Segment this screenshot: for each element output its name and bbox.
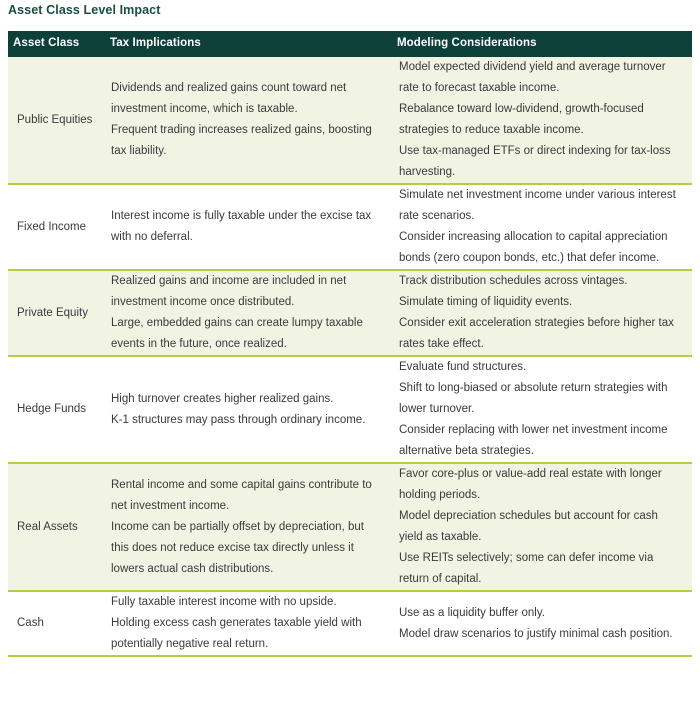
asset-class-label: Public Equities <box>17 113 93 126</box>
cell-asset-class <box>8 357 110 462</box>
table-row <box>8 464 692 592</box>
cell-modeling-considerations-content <box>399 57 684 183</box>
cell-modeling-considerations <box>397 271 692 355</box>
cell-tax-implications <box>110 464 397 590</box>
cell-tax-implications-content <box>111 475 383 580</box>
cell-modeling-considerations <box>397 57 692 183</box>
cell-tax-implications <box>110 592 397 655</box>
cell-modeling-considerations-line: Model draw scenarios to justify minimal cash position. <box>399 627 673 640</box>
cell-tax-implications <box>110 271 397 355</box>
table-header-row <box>8 31 692 57</box>
table-row <box>8 271 692 357</box>
cell-modeling-considerations-content <box>399 357 684 462</box>
column-header-modeling-considerations: Modeling Considerations <box>397 37 537 49</box>
cell-modeling-considerations-line: Use as a liquidity buffer only. <box>399 606 545 619</box>
cell-tax-implications-content <box>111 592 383 655</box>
cell-modeling-considerations-line: Use REITs selectively; some can defer income via return of capital. <box>399 552 654 585</box>
cell-tax-implications-line: Interest income is fully taxable under the excise tax with no deferral. <box>111 210 372 243</box>
cell-modeling-considerations-content <box>399 603 684 645</box>
cell-tax-implications-line: Holding excess cash generates taxable yield with potentially negative real return. <box>111 617 362 650</box>
cell-tax-implications <box>110 357 397 462</box>
cell-asset-class <box>8 271 110 355</box>
cell-modeling-considerations <box>397 185 692 269</box>
table-row <box>8 592 692 657</box>
cell-tax-implications-line: High turnover creates higher realized gains. <box>111 392 334 405</box>
cell-modeling-considerations-line: Consider increasing allocation to capital appreciation bonds (zero coupon bonds, etc.) that defer income. <box>399 231 668 264</box>
cell-modeling-considerations-line: Shift to long-biased or absolute return strategies with lower turnover. <box>399 382 668 415</box>
cell-modeling-considerations-line: Consider exit acceleration strategies before higher tax rates take effect. <box>399 317 674 350</box>
column-header-tax-implications: Tax Implications <box>110 37 201 49</box>
asset-class-label: Fixed Income <box>17 220 87 233</box>
asset-class-impact-table <box>8 31 692 657</box>
cell-tax-implications-line: Realized gains and income are included in net investment income once distributed. <box>111 275 347 308</box>
cell-modeling-considerations-line: Track distribution schedules across vintages. <box>399 275 628 287</box>
cell-modeling-considerations-line: Simulate net investment income under various interest rate scenarios. <box>399 189 676 222</box>
cell-tax-implications-line: Frequent trading increases realized gains, boosting tax liability. <box>111 124 372 157</box>
cell-tax-implications-content <box>111 389 383 431</box>
cell-modeling-considerations-content <box>399 464 684 590</box>
cell-tax-implications-line: Rental income and some capital gains contribute to net investment income. <box>111 478 372 512</box>
cell-tax-implications-content <box>111 271 383 355</box>
cell-modeling-considerations-line: Consider replacing with lower net investment income alternative beta strategies. <box>399 424 668 457</box>
cell-modeling-considerations-content <box>399 185 684 269</box>
table-row <box>8 357 692 464</box>
cell-modeling-considerations-line: Model depreciation schedules but account for cash yield as taxable. <box>399 510 658 543</box>
cell-tax-implications-content <box>111 78 383 162</box>
table-row <box>8 185 692 271</box>
cell-modeling-considerations-content <box>399 271 684 355</box>
cell-asset-class <box>8 57 110 183</box>
cell-tax-implications-line: Large, embedded gains can create lumpy taxable events in the future, once realized. <box>111 317 363 350</box>
table-row <box>8 57 692 185</box>
cell-modeling-considerations-line: Use tax-managed ETFs or direct indexing for tax-loss harvesting. <box>399 145 671 178</box>
cell-asset-class <box>8 464 110 590</box>
cell-asset-class <box>8 185 110 269</box>
cell-modeling-considerations <box>397 357 692 462</box>
cell-modeling-considerations-line: Model expected dividend yield and average turnover rate to forecast taxable income. <box>399 61 666 94</box>
cell-modeling-considerations-line: Simulate timing of liquidity events. <box>399 296 573 308</box>
page-title: Asset Class Level Impact <box>8 3 161 17</box>
cell-modeling-considerations-line: Evaluate fund structures. <box>399 361 527 373</box>
asset-class-label: Cash <box>17 617 44 629</box>
table-body <box>8 57 692 657</box>
column-header-asset-class: Asset Class <box>13 37 80 49</box>
cell-modeling-considerations-line: Favor core-plus or value-add real estate with longer holding periods. <box>399 468 662 501</box>
cell-modeling-considerations <box>397 592 692 655</box>
cell-tax-implications-line: Income can be partially offset by depreciation, but this does not reduce excise tax directly unless it lowers actual cash distributions. <box>111 520 364 575</box>
cell-modeling-considerations-line: Rebalance toward low-dividend, growth-focused strategies to reduce taxable income. <box>399 103 644 136</box>
cell-tax-implications <box>110 185 397 269</box>
cell-tax-implications <box>110 57 397 183</box>
cell-tax-implications-line: Fully taxable interest income with no upside. <box>111 596 337 608</box>
cell-tax-implications-line: Dividends and realized gains count toward net investment income, which is taxable. <box>111 82 347 115</box>
cell-modeling-considerations <box>397 464 692 590</box>
cell-asset-class <box>8 592 110 655</box>
cell-tax-implications-line: K-1 structures may pass through ordinary income. <box>111 413 366 426</box>
asset-class-label: Real Assets <box>17 520 78 533</box>
asset-class-label: Hedge Funds <box>17 403 87 415</box>
cell-tax-implications-content <box>111 206 383 248</box>
asset-class-label: Private Equity <box>17 306 88 319</box>
